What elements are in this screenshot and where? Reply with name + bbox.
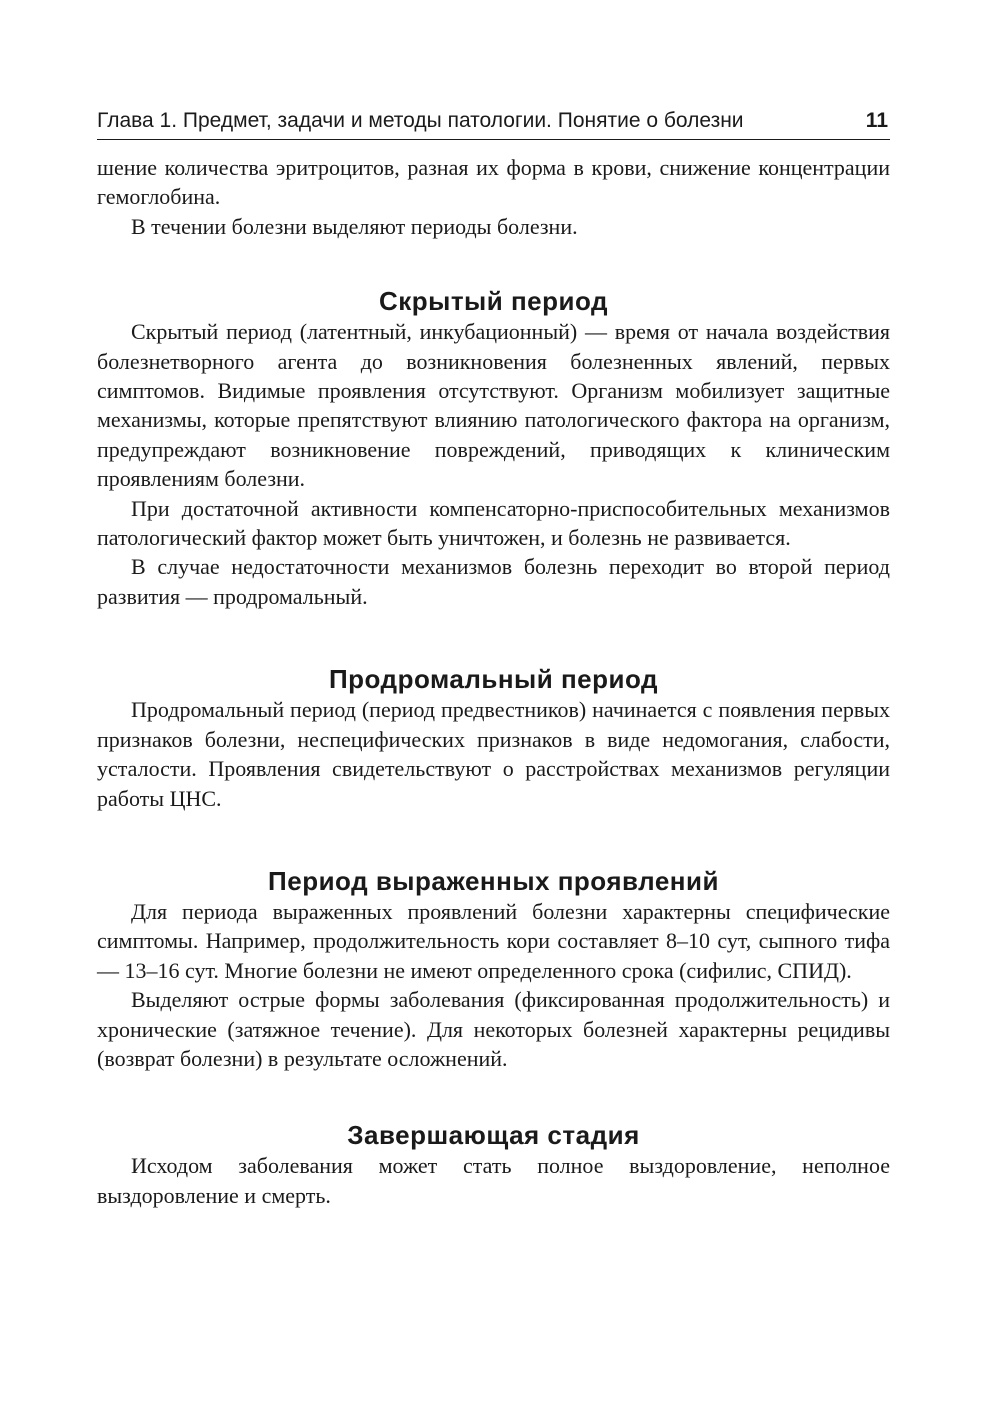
section-title-final-stage: Завершающая стадия <box>347 1120 640 1151</box>
paragraph: Исходом заболевания может стать полное выздоровление, неполное выздоровление и смерть. <box>97 1153 890 1208</box>
paragraph-continued: шение количества эритроцитов, разная их форма в крови, снижение концентрации гемоглобина. <box>97 155 890 210</box>
paragraph: Для периода выраженных проявлений болезни характерны специфические симптомы. Например, продолжительность кори составляет 8–10 сут, сыпного тифа — 13–16 сут. Многие болезни не имеют определенного срока (сифилис, СПИД). <box>97 898 890 983</box>
paragraph: В случае недостаточности механизмов болезнь переходит во второй период развития — продромальный. <box>97 554 890 609</box>
paragraph: Продромальный период (период предвестников) начинается с появления первых признаков болезни, неспецифических признаков в виде недомогания, слабости, усталости. Проявления свидетельствуют о расстройствах механизмов регуляции работы ЦНС. <box>97 697 890 811</box>
running-title: Глава 1. Предмет, задачи и методы патологии. Понятие о болезни <box>97 109 744 132</box>
page-body <box>97 153 890 1210</box>
section-title-prodromal-period: Продромальный период <box>328 664 659 695</box>
paragraph: В течении болезни выделяют периоды болезни. <box>131 213 578 239</box>
page-number: 11 <box>865 109 888 132</box>
section-title-latent-period: Скрытый период <box>378 286 609 317</box>
header-divider <box>97 139 890 140</box>
paragraph: При достаточной активности компенсаторно-приспособительных механизмов патологический фактор может быть уничтожен, и болезнь не развивается. <box>97 495 890 551</box>
running-header <box>97 106 890 136</box>
section-title-manifest-period: Период выраженных проявлений <box>268 865 719 896</box>
paragraph: Скрытый период (латентный, инкубационный) — время от начала воздействия болезнетворного агента до возникновения болезненных явлений, первых симптомов. Видимые проявления отсутствуют. Организм мобилизует защитные механизмы, которые препятствуют влиянию патологического фактора на организм, предупреждают возникновение повреждений, приводящих к клиническим проявлениям болезни. <box>97 319 890 492</box>
paragraph: Выделяют острые формы заболевания (фиксированная продолжительность) и хронические (затяжное течение). Для некоторых болезней характерны рецидивы (возврат болезни) в результате осложнений. <box>97 987 890 1071</box>
